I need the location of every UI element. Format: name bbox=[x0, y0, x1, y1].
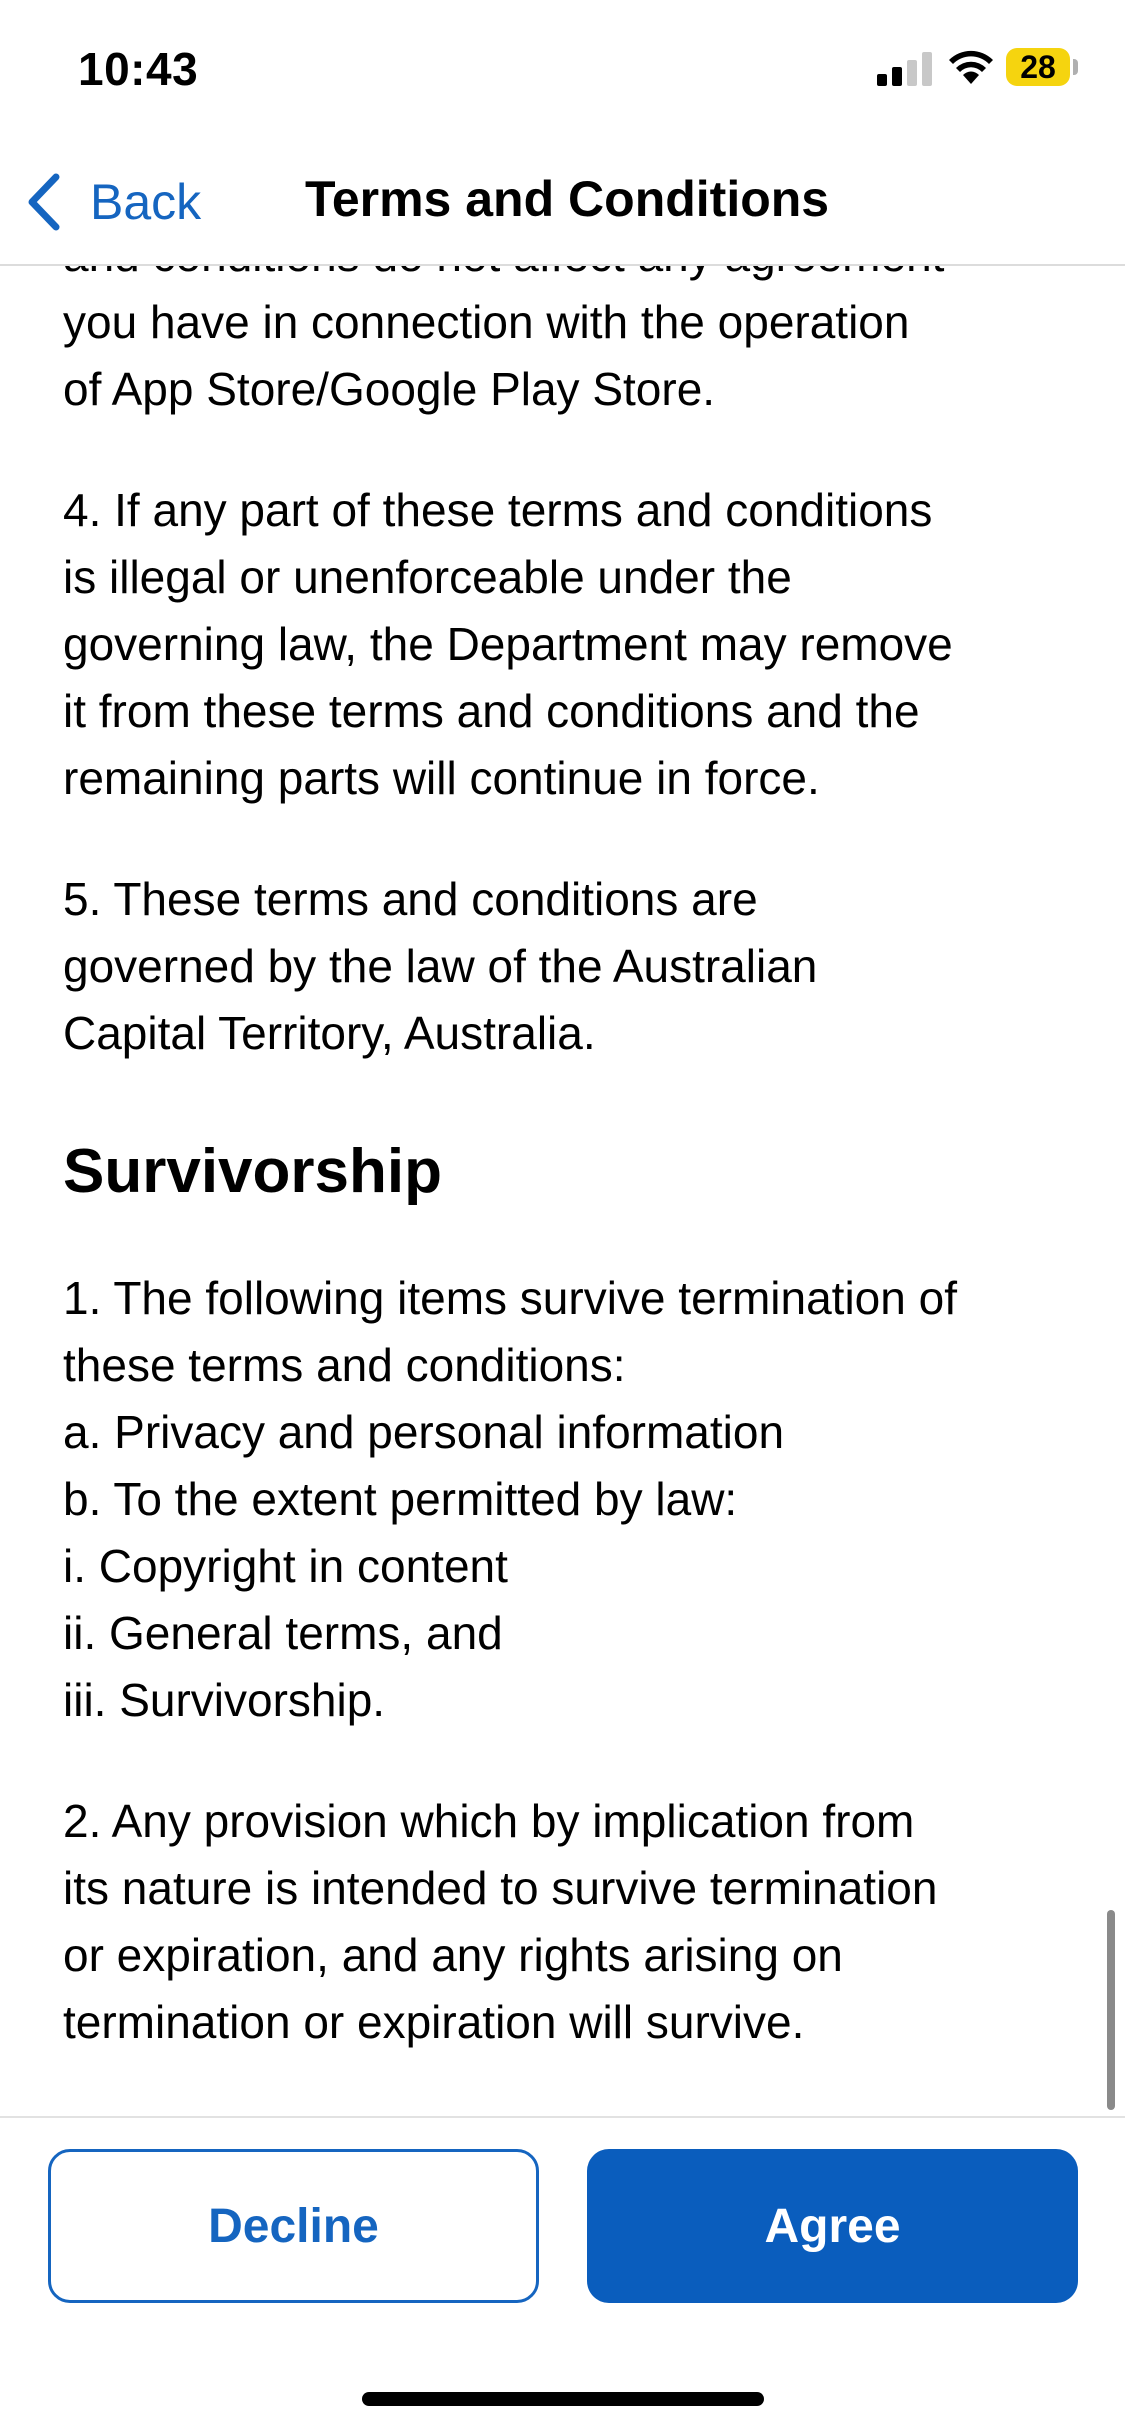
paragraph-4: 4. If any part of these terms and conditions is illegal or unenforceable under the governing law, the Department may remove it from these terms and conditions and the remaining parts will continue in force. bbox=[63, 484, 953, 804]
home-indicator[interactable] bbox=[362, 2392, 764, 2406]
scrollbar[interactable] bbox=[1107, 1910, 1115, 2110]
cellular-signal-icon bbox=[877, 52, 935, 86]
survivorship-item-2: 2. Any provision which by implication from its nature is intended to survive termination or expiration, and any rights arising on termination or expiration will survive. bbox=[63, 1795, 938, 2048]
terms-text bbox=[63, 222, 1073, 2106]
paragraph-5: 5. These terms and conditions are governed by the law of the Australian Capital Territory, Australia. bbox=[63, 873, 818, 1059]
battery-cap bbox=[1073, 59, 1078, 75]
paragraph-3-end: you have in connection with the operation of App Store/Google Play Store. bbox=[63, 296, 910, 415]
terms-content[interactable] bbox=[0, 264, 1125, 2116]
survivorship-heading: Survivorship bbox=[63, 1137, 442, 1206]
status-time: 10:43 bbox=[78, 43, 199, 95]
agree-button[interactable]: Agree bbox=[587, 2149, 1078, 2303]
bottom-divider bbox=[0, 2116, 1125, 2118]
chevron-left-icon bbox=[22, 171, 66, 233]
back-label: Back bbox=[90, 174, 202, 230]
battery-icon bbox=[1006, 48, 1070, 86]
back-button[interactable] bbox=[22, 162, 201, 242]
navigation-bar bbox=[0, 140, 1125, 266]
battery-level: 28 bbox=[1020, 48, 1056, 85]
page-title: Terms and Conditions bbox=[305, 171, 830, 227]
status-bar bbox=[0, 0, 1125, 140]
decline-button[interactable]: Decline bbox=[48, 2149, 539, 2303]
wifi-icon bbox=[948, 50, 994, 86]
survivorship-item-1: 1. The following items survive termination of these terms and conditions: a. Privacy and personal information b. To the extent permitted by law: i. Copyright in content ii. General terms, and iii. Survivorship. bbox=[63, 1272, 957, 1726]
